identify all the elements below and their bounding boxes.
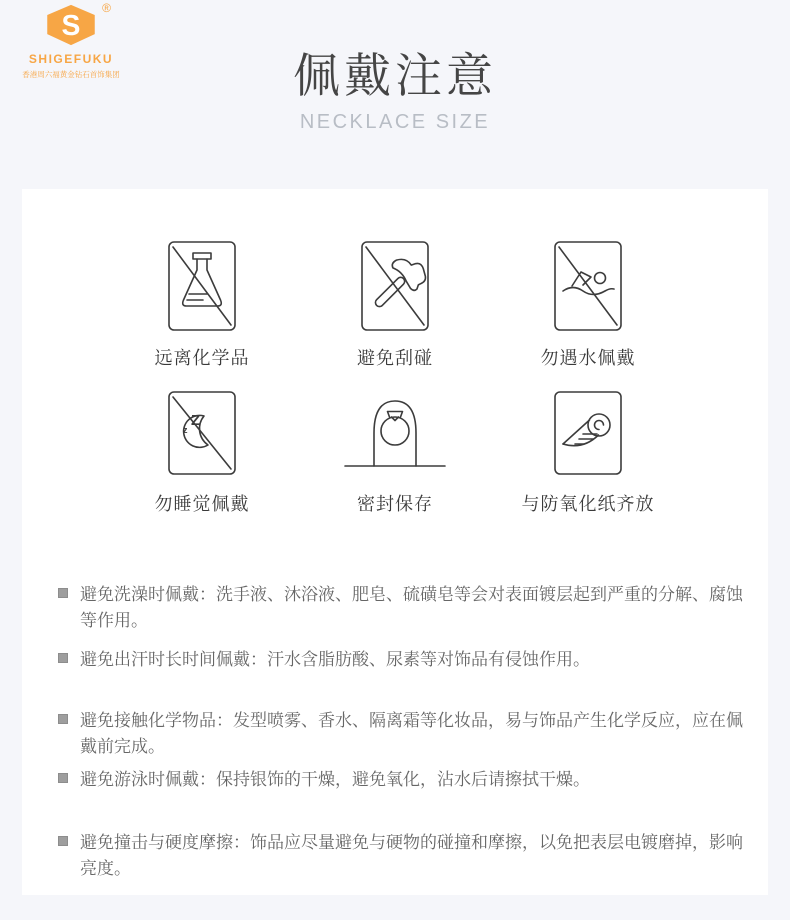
care-note-text: 避免撞击与硬度摩擦：饰品应尽量避免与硬物的碰撞和摩擦，以免把表层电镀磨掉，影响亮度。	[80, 833, 743, 878]
care-item-no-scratch	[299, 239, 491, 370]
bell-jar-ring-sealed-icon	[343, 389, 447, 477]
care-item-no-chemicals	[106, 239, 298, 370]
care-note	[58, 830, 745, 882]
page-subtitle: NECKLACE SIZE	[299, 111, 491, 133]
brand-tagline: 香港周六福黄金钻石首饰集团	[22, 70, 120, 79]
brand-name: SHIGEFUKU	[28, 52, 114, 66]
care-note-text: 避免接触化学物品：发型喷雾、香水、隔离霜等化妆品，易与饰品产生化学反应，应在佩戴前完成。	[80, 711, 743, 756]
care-item-anti-oxidation-paper	[492, 389, 684, 516]
bullet-square-icon	[58, 588, 68, 598]
svg-text:z: z	[183, 425, 188, 435]
swimmer-no-water-icon	[552, 239, 624, 333]
care-note-text: 避免游泳时佩戴：保持银饰的干燥，避免氧化，沾水后请擦拭干燥。	[80, 770, 590, 789]
bullet-square-icon	[58, 773, 68, 783]
care-item-label: 密封保存	[357, 494, 433, 514]
brand-hexagon-s-icon	[45, 1, 111, 46]
care-note	[58, 708, 745, 760]
care-note	[58, 647, 745, 673]
bullet-square-icon	[58, 836, 68, 846]
care-item-no-sleep	[106, 389, 298, 516]
care-note-text: 避免出汗时长时间佩戴：汗水含脂肪酸、尿素等对饰品有侵蚀作用。	[80, 650, 590, 669]
hammer-no-scratch-icon	[359, 239, 431, 333]
care-note-text: 避免洗澡时佩戴：洗手液、沐浴液、肥皂、硫磺皂等会对表面镀层起到严重的分解、腐蚀等作用。	[80, 585, 743, 630]
page-title: 佩戴注意	[293, 49, 497, 102]
care-note	[58, 767, 745, 793]
bullet-square-icon	[58, 653, 68, 663]
sleep-moon-no-sleep-icon	[166, 389, 238, 477]
care-item-label: 远离化学品	[154, 348, 250, 368]
care-item-label: 勿睡觉佩戴	[154, 494, 250, 514]
care-item-label: 避免刮碰	[357, 348, 433, 368]
care-item-no-water	[492, 239, 684, 370]
flask-no-chemicals-icon	[166, 239, 238, 333]
registered-mark: ®	[102, 1, 111, 15]
svg-text:Z: Z	[191, 412, 201, 429]
care-item-sealed-storage	[299, 389, 491, 516]
care-note	[58, 582, 745, 634]
paper-roll-icon	[552, 389, 624, 477]
brand-logo	[16, 1, 126, 80]
care-icons-row-1	[22, 239, 768, 370]
bullet-square-icon	[58, 714, 68, 724]
care-item-label: 勿遇水佩戴	[540, 348, 636, 368]
svg-text:S: S	[61, 9, 81, 42]
content-card	[22, 189, 768, 895]
care-item-label: 与防氧化纸齐放	[521, 494, 655, 514]
care-icons-row-2	[22, 389, 768, 516]
